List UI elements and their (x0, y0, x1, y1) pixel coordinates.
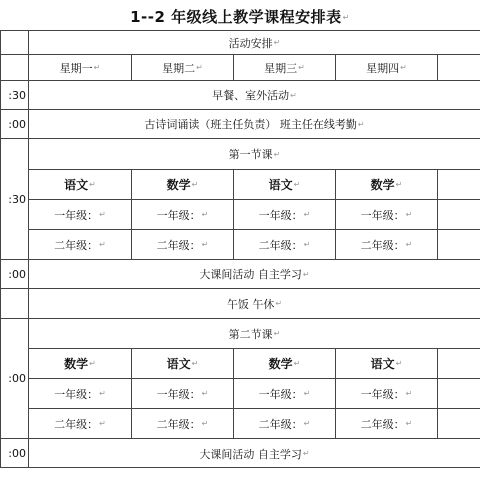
grade2-cell: 二年级： ↵ (335, 229, 437, 259)
break1-row: 大课间活动 自主学习 ↵ (28, 259, 480, 288)
lunch-row: 午饭 午休 ↵ (28, 288, 480, 318)
grade1-cell: 一年级： ↵ (28, 378, 131, 408)
time-cell: :00 (0, 318, 28, 438)
lesson2-subject-tue: 语文 ↵ (131, 348, 233, 378)
time-cell: :30 (0, 138, 28, 259)
grade1-cell: 一年级： ↵ (335, 199, 437, 229)
weekday-mon: 星期一 ↵ (28, 54, 131, 80)
lesson1-title: 第一节课 ↵ (28, 138, 480, 169)
activity-header: 活动安排 ↵ (28, 30, 480, 54)
lesson2-subject-wed: 数学 ↵ (233, 348, 335, 378)
lesson1-subject-tue: 数学 ↵ (131, 169, 233, 199)
time-cell: :30 (0, 80, 28, 109)
grade1-cell: 一年级： ↵ (28, 199, 131, 229)
time-cell: :00 (0, 109, 28, 138)
lesson1-subject-mon: 语文 ↵ (28, 169, 131, 199)
weekday-thu: 星期四 ↵ (335, 54, 437, 80)
grade2-cell: 二年级： ↵ (28, 229, 131, 259)
lesson2-title: 第二节课 ↵ (28, 318, 480, 348)
time-cell: :00 (0, 259, 28, 288)
grade2-cell: 二年级： ↵ (233, 229, 335, 259)
grade2-cell: 二年级： ↵ (233, 408, 335, 438)
breakfast-row: 早餐、室外活动 ↵ (28, 80, 480, 109)
weekday-wed: 星期三 ↵ (233, 54, 335, 80)
table-bottom-border (0, 467, 480, 468)
break2-row: 大课间活动 自主学习 ↵ (28, 438, 480, 468)
page-title: 1--2 年级线上教学课程安排表↵ (130, 8, 350, 26)
grade1-cell: 一年级： ↵ (233, 199, 335, 229)
weekday-tue: 星期二 ↵ (131, 54, 233, 80)
time-cell: :00 (0, 438, 28, 468)
weekday-fri (437, 54, 480, 80)
grade1-cell: 一年级： ↵ (131, 199, 233, 229)
grade1-cell: 一年级： ↵ (131, 378, 233, 408)
lesson1-subject-thu: 数学 ↵ (335, 169, 437, 199)
reading-row: 古诗词诵读（班主任负责） 班主任在线考勤 ↵ (28, 109, 480, 138)
grade2-cell: 二年级： ↵ (131, 408, 233, 438)
grade1-cell: 一年级： ↵ (335, 378, 437, 408)
grade2-cell: 二年级： ↵ (335, 408, 437, 438)
lesson2-subject-mon: 数学 ↵ (28, 348, 131, 378)
lesson2-subject-thu: 语文 ↵ (335, 348, 437, 378)
grade2-cell: 二年级： ↵ (28, 408, 131, 438)
time-header-cell (0, 30, 28, 54)
grade1-cell: 一年级： ↵ (233, 378, 335, 408)
lesson1-subject-wed: 语文 ↵ (233, 169, 335, 199)
grade2-cell: 二年级： ↵ (131, 229, 233, 259)
